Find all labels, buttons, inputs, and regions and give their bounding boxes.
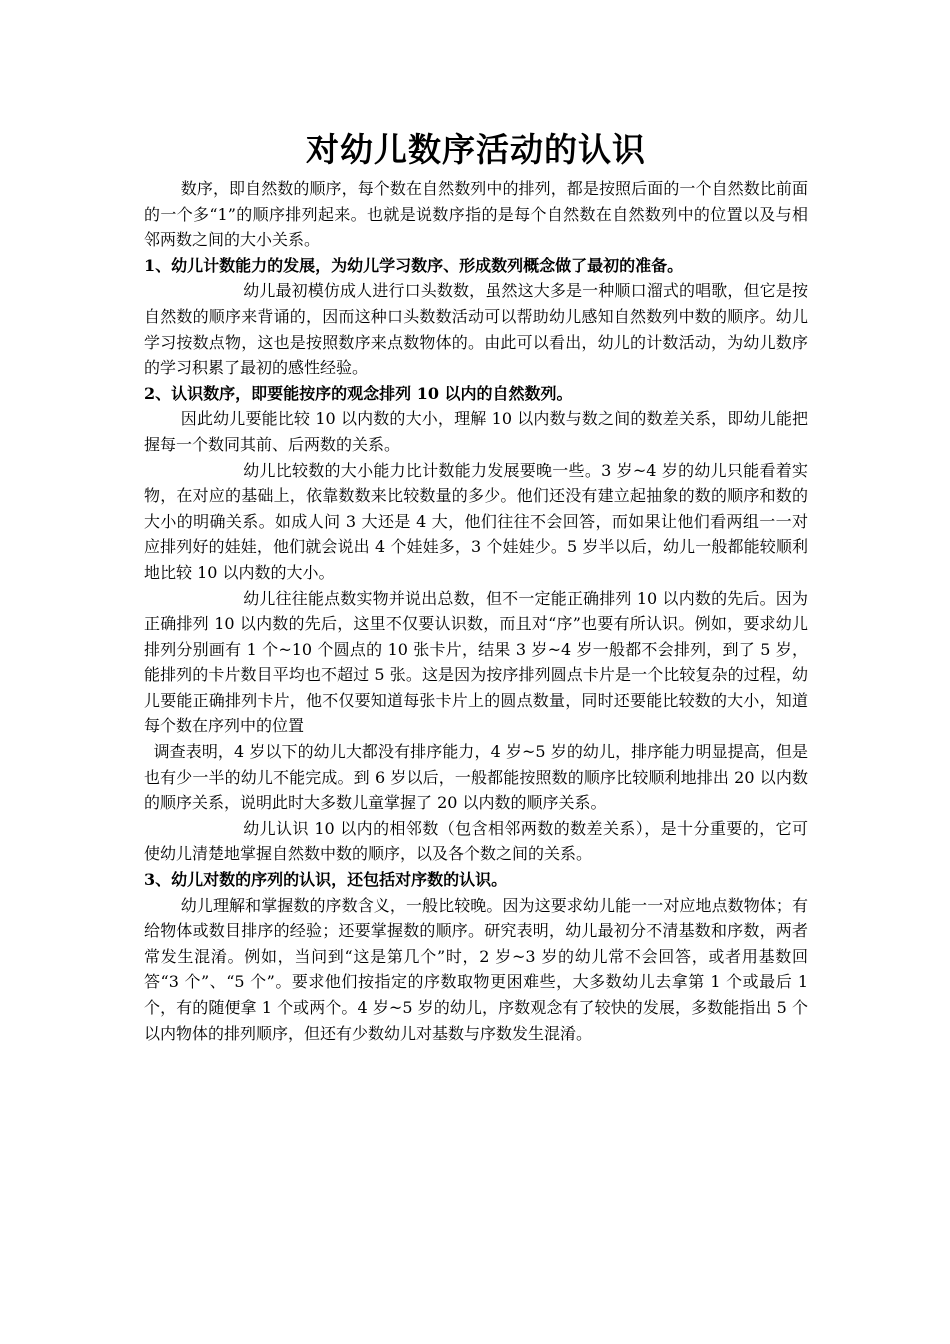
- section-2-paragraph-4: 调查表明，4 岁以下的幼儿大都没有排序能力，4 岁~5 岁的幼儿，排序能力明显提高，但是也有少一半的幼儿不能完成。到 6 岁以后，一般都能按照数的顺序比较顺利地排出 20 以内数的顺序关系，说明此时大多数儿童掌握了 20 以内数的顺序关系。: [144, 742, 808, 813]
- section-3-heading: 3、幼儿对数的序列的认识，还包括对序数的认识。: [144, 870, 508, 890]
- section-3-paragraph-1: 幼儿理解和掌握数的序数含义，一般比较晚。因为这要求幼儿能一一对应地点数物体；有给物体或数目排序的经验；还要掌握数的顺序。研究表明，幼儿最初分不清基数和序数，两者常发生混淆。例如，当问到“这是第几个”时，2 岁~3 岁的幼儿常不会回答，或者用基数回答“3 个”、“5 个”。要求他们按指定的序数取物更困难些，大多数幼儿去拿第 1 个或最后 1 个，有的随便拿 1 个或两个。4 岁~5 岁的幼儿，序数观念有了较快的发展，多数能指出 5 个以内物体的排列顺序，但还有少数幼儿对基数与序数发生混淆。: [144, 895, 808, 1043]
- section-2-paragraph-5: 幼儿认识 10 以内的相邻数（包含相邻两数的数差关系），是十分重要的，它可使幼儿清楚地掌握自然数中数的顺序，以及各个数之间的关系。: [144, 818, 808, 864]
- document-title: 对幼儿数序活动的认识: [306, 130, 646, 169]
- intro-paragraph: 数序，即自然数的顺序，每个数在自然数列中的排列，都是按照后面的一个自然数比前面的一个多“1”的顺序排列起来。也就是说数序指的是每个自然数在自然数列中的位置以及与相邻两数之间的大小关系。: [144, 179, 808, 250]
- section-2-paragraph-2: 幼儿比较数的大小能力比计数能力发展要晚一些。3 岁~4 岁的幼儿只能看着实物，在对应的基础上，依靠数数来比较数量的多少。他们还没有建立起抽象的数的顺序和数的大小的明确关系。如成人问 3 大还是 4 大，他们往往不会回答，而如果让他们看两组一一对应排列好的娃娃，他们就会说出 4 个娃娃多，3 个娃娃少。5 岁半以后，幼儿一般都能较顺利地比较 10 以内数的大小。: [144, 460, 808, 582]
- section-2-heading: 2、认识数序，即要能按序的观念排列 10 以内的自然数列。: [144, 383, 573, 403]
- section-2-paragraph-3: 幼儿往往能点数实物并说出总数，但不一定能正确排列 10 以内数的先后。因为正确排列 10 以内数的先后，这里不仅要认识数，而且对“序”也要有所认识。例如，要求幼儿排列分别画有 1 个~10 个圆点的 10 张卡片，结果 3 岁~4 岁一般都不会排列，到了 5 岁，能排列的卡片数目平均也不超过 5 张。这是因为按序排列圆点卡片是一个比较复杂的过程，幼儿要能正确排列卡片，他不仅要知道每张卡片上的圆点数量，同时还要能比较数的大小，知道每个数在序列中的位置: [144, 588, 808, 736]
- section-1-heading: 1、幼儿计数能力的发展，为幼儿学习数序、形成数列概念做了最初的准备。: [144, 255, 684, 275]
- document-page: [144, 128, 808, 1046]
- section-2-paragraph-1: 因此幼儿要能比较 10 以内数的大小，理解 10 以内数与数之间的数差关系，即幼儿能把握每一个数同其前、后两数的关系。: [144, 409, 808, 454]
- section-1-paragraph-1: 幼儿最初模仿成人进行口头数数，虽然这大多是一种顺口溜式的唱歌，但它是按自然数的顺序来背诵的，因而这种口头数数活动可以帮助幼儿感知自然数列中数的顺序。幼儿学习按数点物，这也是按照数序来点数物体的。由此可以看出，幼儿的计数活动，为幼儿数序的学习积累了最初的感性经验。: [144, 281, 808, 378]
